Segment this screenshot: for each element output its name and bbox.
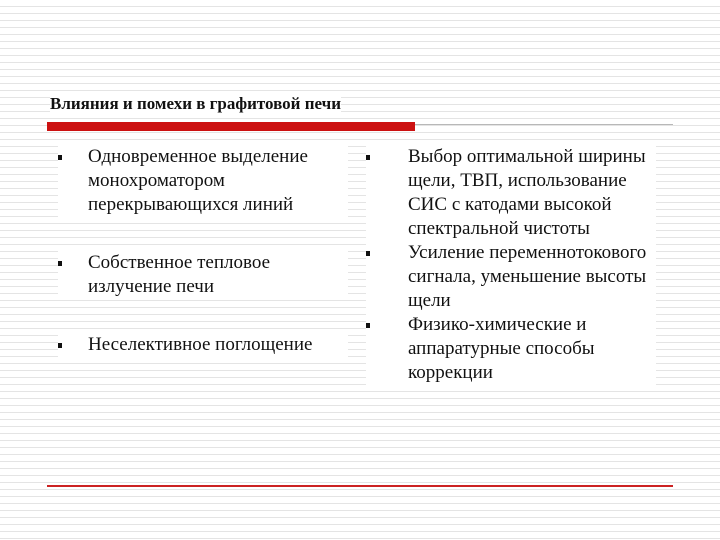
- slide-title: Влияния и помехи в графитовой печи: [50, 94, 342, 113]
- right-bullet-item-3: [366, 313, 656, 385]
- square-bullet-icon: [58, 343, 62, 348]
- left-bullet-item-2: [58, 251, 348, 299]
- title-accent-bar: [47, 122, 415, 131]
- right-bullet-item-2: [366, 241, 656, 313]
- bullet-text: Выбор оптимальной ширины щели, ТВП, использование СИС с катодами высокой спектральной чистоты: [408, 146, 646, 239]
- square-bullet-icon: [58, 261, 62, 266]
- right-bullet-list: [366, 145, 656, 385]
- bullet-text: Собственное тепловое излучение печи: [88, 252, 271, 297]
- square-bullet-icon: [366, 155, 370, 160]
- square-bullet-icon: [366, 323, 370, 328]
- left-bullet-item-1: [58, 145, 348, 217]
- right-bullet-item-1: [366, 145, 656, 241]
- bullet-text: Физико-химические и аппаратурные способы коррекции: [408, 314, 595, 383]
- left-bullet-item-3: [58, 333, 348, 357]
- square-bullet-icon: [366, 251, 370, 256]
- bottom-divider-line: [47, 485, 673, 487]
- bullet-text: Усиление переменнотокового сигнала, уменьшение высоты щели: [408, 242, 647, 311]
- bullet-text: Неселективное поглощение: [88, 334, 313, 355]
- left-bullet-list: [58, 145, 348, 357]
- square-bullet-icon: [58, 155, 62, 160]
- bullet-text: Одновременное выделение монохроматором перекрывающихся линий: [88, 146, 308, 215]
